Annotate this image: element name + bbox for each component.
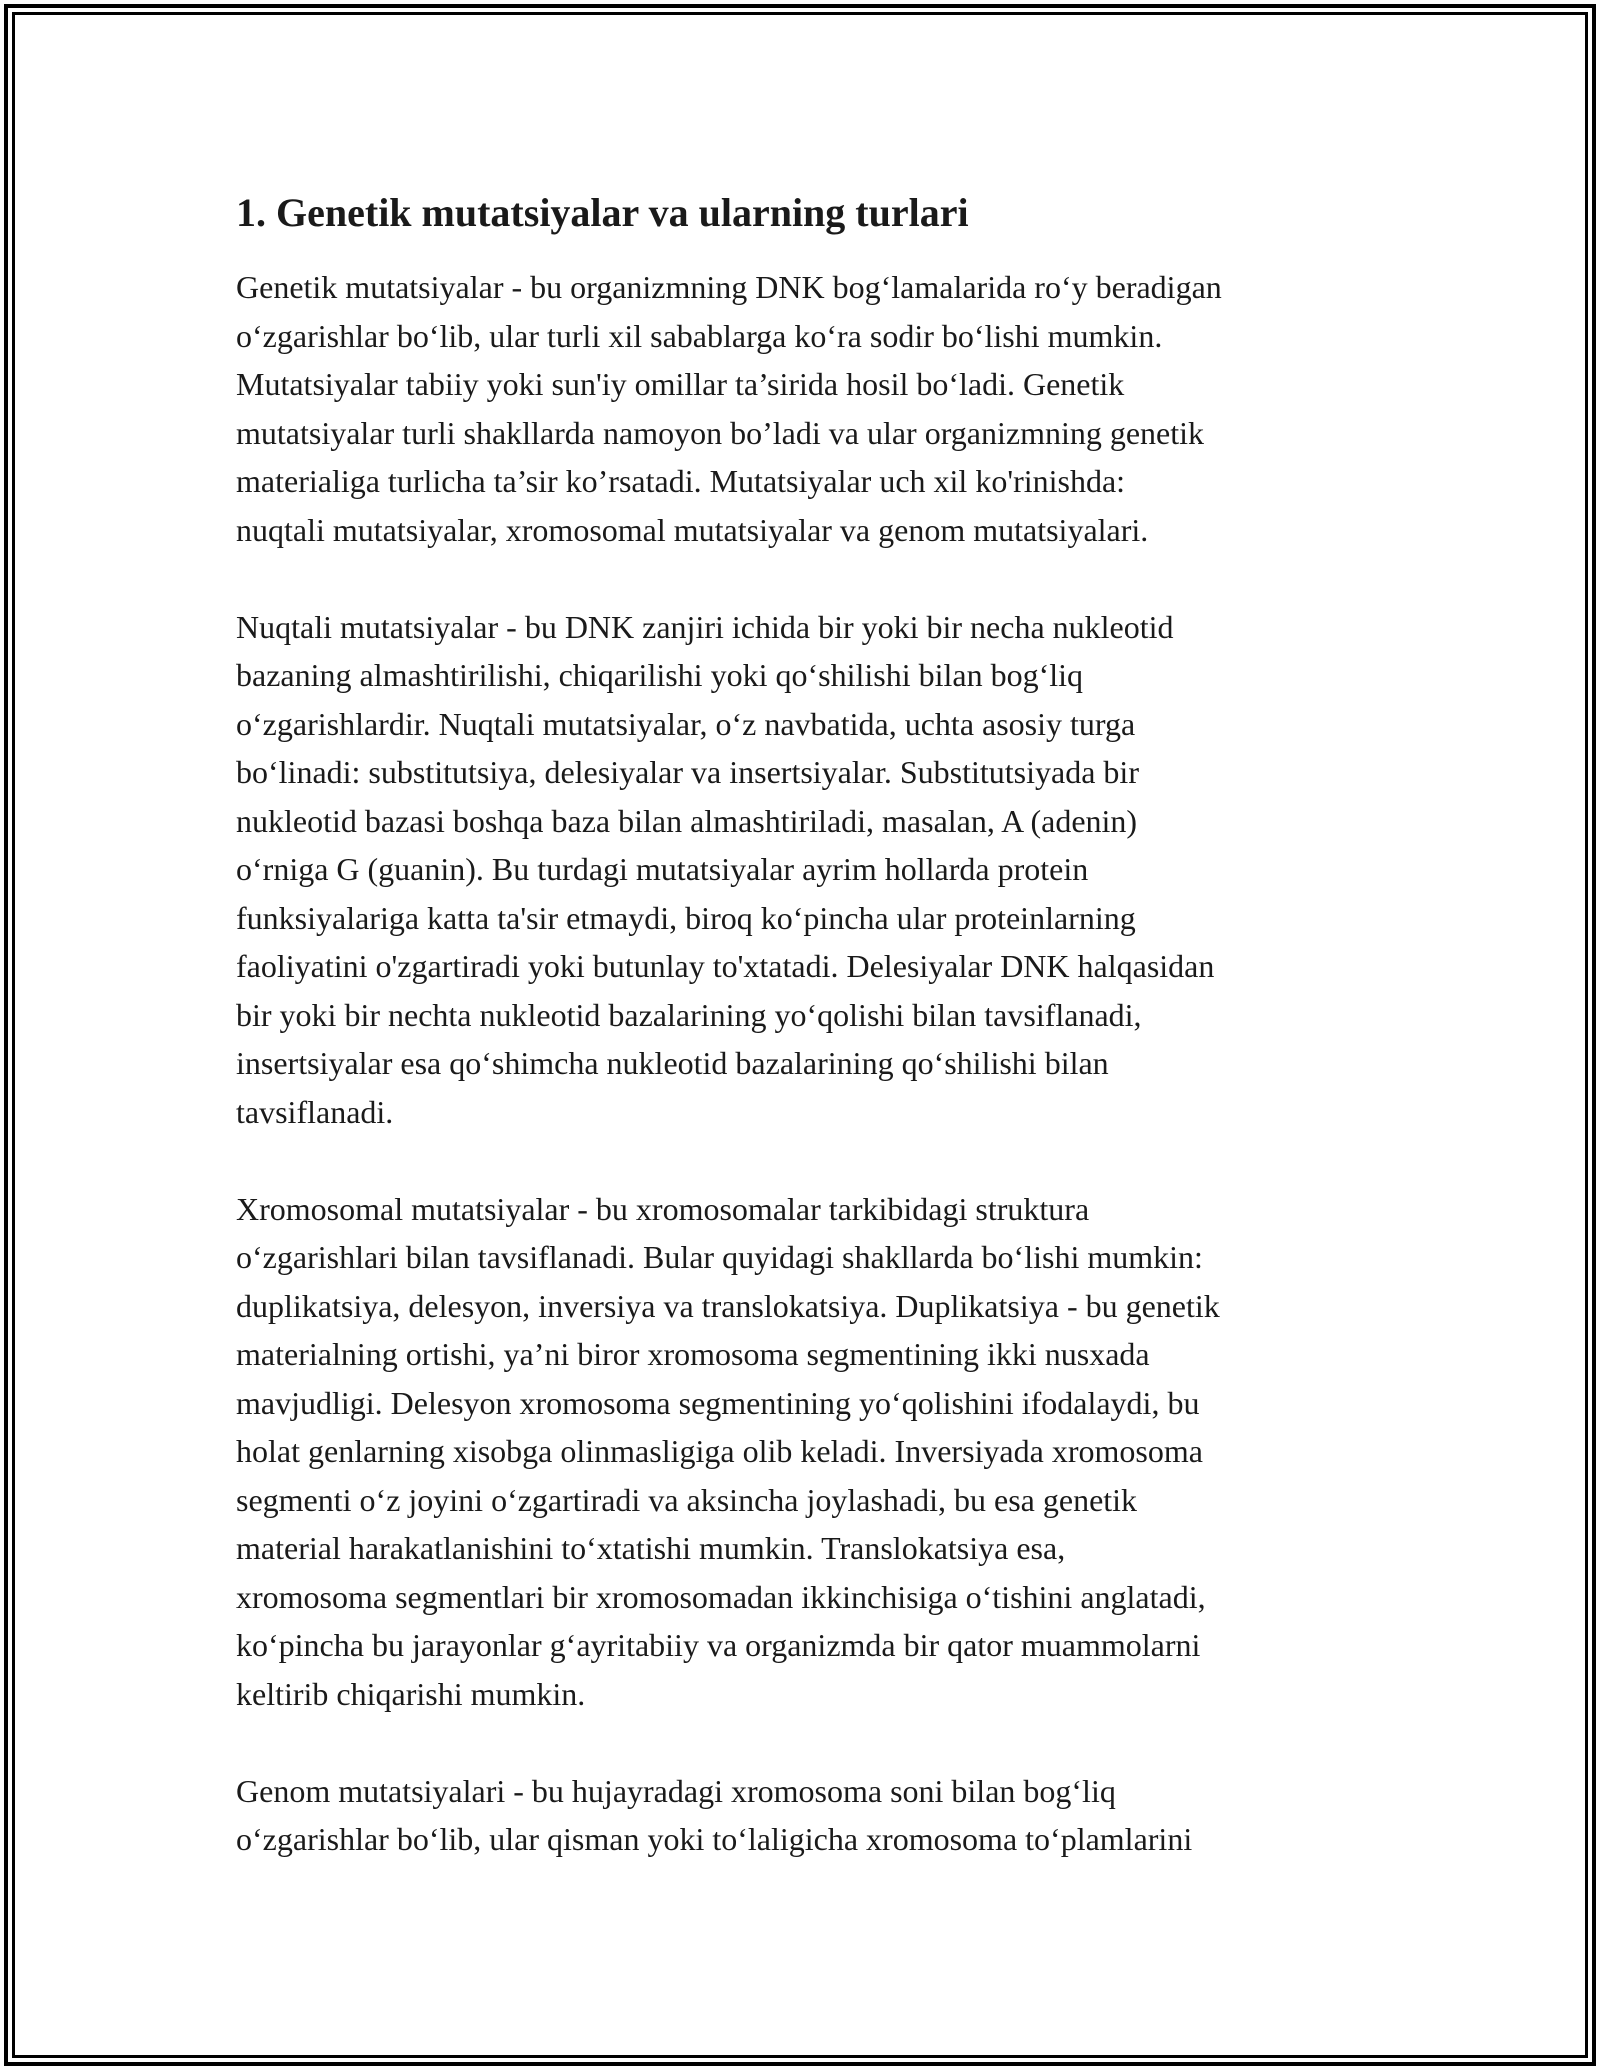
text-line: o‘zgarishlari bilan tavsiflanadi. Bular quyidagi shakllarda bo‘lishi mumkin:	[236, 1239, 1203, 1275]
text-line: insertsiyalar esa qo‘shimcha nukleotid bazalarining qo‘shilishi bilan	[236, 1045, 1109, 1081]
text-line: o‘zgarishlardir. Nuqtali mutatsiyalar, o‘z navbatida, uchta asosiy turga	[236, 705, 1136, 742]
text-line: ko‘pincha bu jarayonlar g‘ayritabiiy va organizmda bir qator muammolarni	[236, 1627, 1201, 1663]
text-line: o‘rniga G (guanin). Bu turdagi mutatsiyalar ayrim hollarda protein	[236, 851, 1089, 887]
paragraph-xromosomal-mutatsiyalar	[236, 1185, 1386, 1719]
text-line: faoliyatini o'zgartiradi yoki butunlay to'xtatadi. Delesiyalar DNK halqasidan	[236, 948, 1215, 984]
text-line: Nuqtali mutatsiyalar - bu DNK zanjiri ichida bir yoki bir necha nukleotid	[236, 608, 1174, 645]
text-line: bir yoki bir nechta nukleotid bazalarining yo‘qolishi bilan tavsiflanadi,	[236, 996, 1142, 1033]
section-heading: 1. Genetik mutatsiyalar va ularning turlari	[236, 190, 969, 235]
text-line: segmenti o‘z joyini o‘zgartiradi va aksincha joylashadi, bu esa genetik	[236, 1481, 1138, 1518]
text-line: Genetik mutatsiyalar - bu organizmning DNK bog‘lamalarida ro‘y beradigan	[236, 269, 1222, 305]
text-line: Genom mutatsiyalari - bu hujayradagi xromosoma soni bilan bog‘liq	[236, 1772, 1116, 1809]
text-line: bo‘linadi: substitutsiya, delesiyalar va insertsiyalar. Substitutsiyada bir	[236, 754, 1139, 790]
text-line: keltirib chiqarishi mumkin.	[236, 1675, 586, 1712]
paragraph-genom-mutatsiyalari	[236, 1767, 1386, 1864]
text-line: materialiga turlicha ta’sir ko’rsatadi. Mutatsiyalar uch xil ko'rinishda:	[236, 463, 1126, 499]
text-line: bazaning almashtirilishi, chiqarilishi yoki qo‘shilishi bilan bog‘liq	[236, 657, 1083, 693]
text-line: nukleotid bazasi boshqa baza bilan almashtiriladi, masalan, A (adenin)	[236, 802, 1138, 839]
text-line: materialning ortishi, ya’ni biror xromosoma segmentining ikki nusxada	[236, 1336, 1150, 1372]
text-line: tavsiflanadi.	[236, 1093, 394, 1130]
text-line: Mutatsiyalar tabiiy yoki sun'iy omillar ta’sirida hosil bo‘ladi. Genetik	[236, 366, 1125, 402]
text-line: material harakatlanishini to‘xtatishi mumkin. Translokatsiya esa,	[236, 1530, 1066, 1566]
text-line: xromosoma segmentlari bir xromosomadan ikkinchisiga o‘tishini anglatadi,	[236, 1578, 1206, 1615]
text-line: mavjudligi. Delesyon xromosoma segmentining yo‘qolishini ifodalaydi, bu	[236, 1384, 1200, 1421]
paragraph-nuqtali-mutatsiyalar	[236, 603, 1386, 1137]
text-line: funksiyalariga katta ta'sir etmaydi, biroq ko‘pincha ular proteinlarning	[236, 899, 1136, 936]
text-line: mutatsiyalar turli shakllarda namoyon bo’ladi va ular organizmning genetik	[236, 414, 1205, 451]
text-line: duplikatsiya, delesyon, inversiya va translokatsiya. Duplikatsiya - bu genetik	[236, 1287, 1220, 1324]
paragraph-genetik-mutatsiyalar	[236, 263, 1386, 554]
text-line: holat genlarning xisobga olinmasligiga olib keladi. Inversiyada xromosoma	[236, 1433, 1203, 1469]
document-body	[236, 185, 1386, 1912]
text-line: o‘zgarishlar bo‘lib, ular qisman yoki to‘laligicha xromosoma to‘plamlarini	[236, 1821, 1193, 1857]
text-line: nuqtali mutatsiyalar, xromosomal mutatsiyalar va genom mutatsiyalari.	[236, 511, 1149, 548]
text-line: Xromosomal mutatsiyalar - bu xromosomalar tarkibidagi struktura	[236, 1190, 1090, 1227]
text-line: o‘zgarishlar bo‘lib, ular turli xil sabablarga ko‘ra sodir bo‘lishi mumkin.	[236, 317, 1163, 354]
